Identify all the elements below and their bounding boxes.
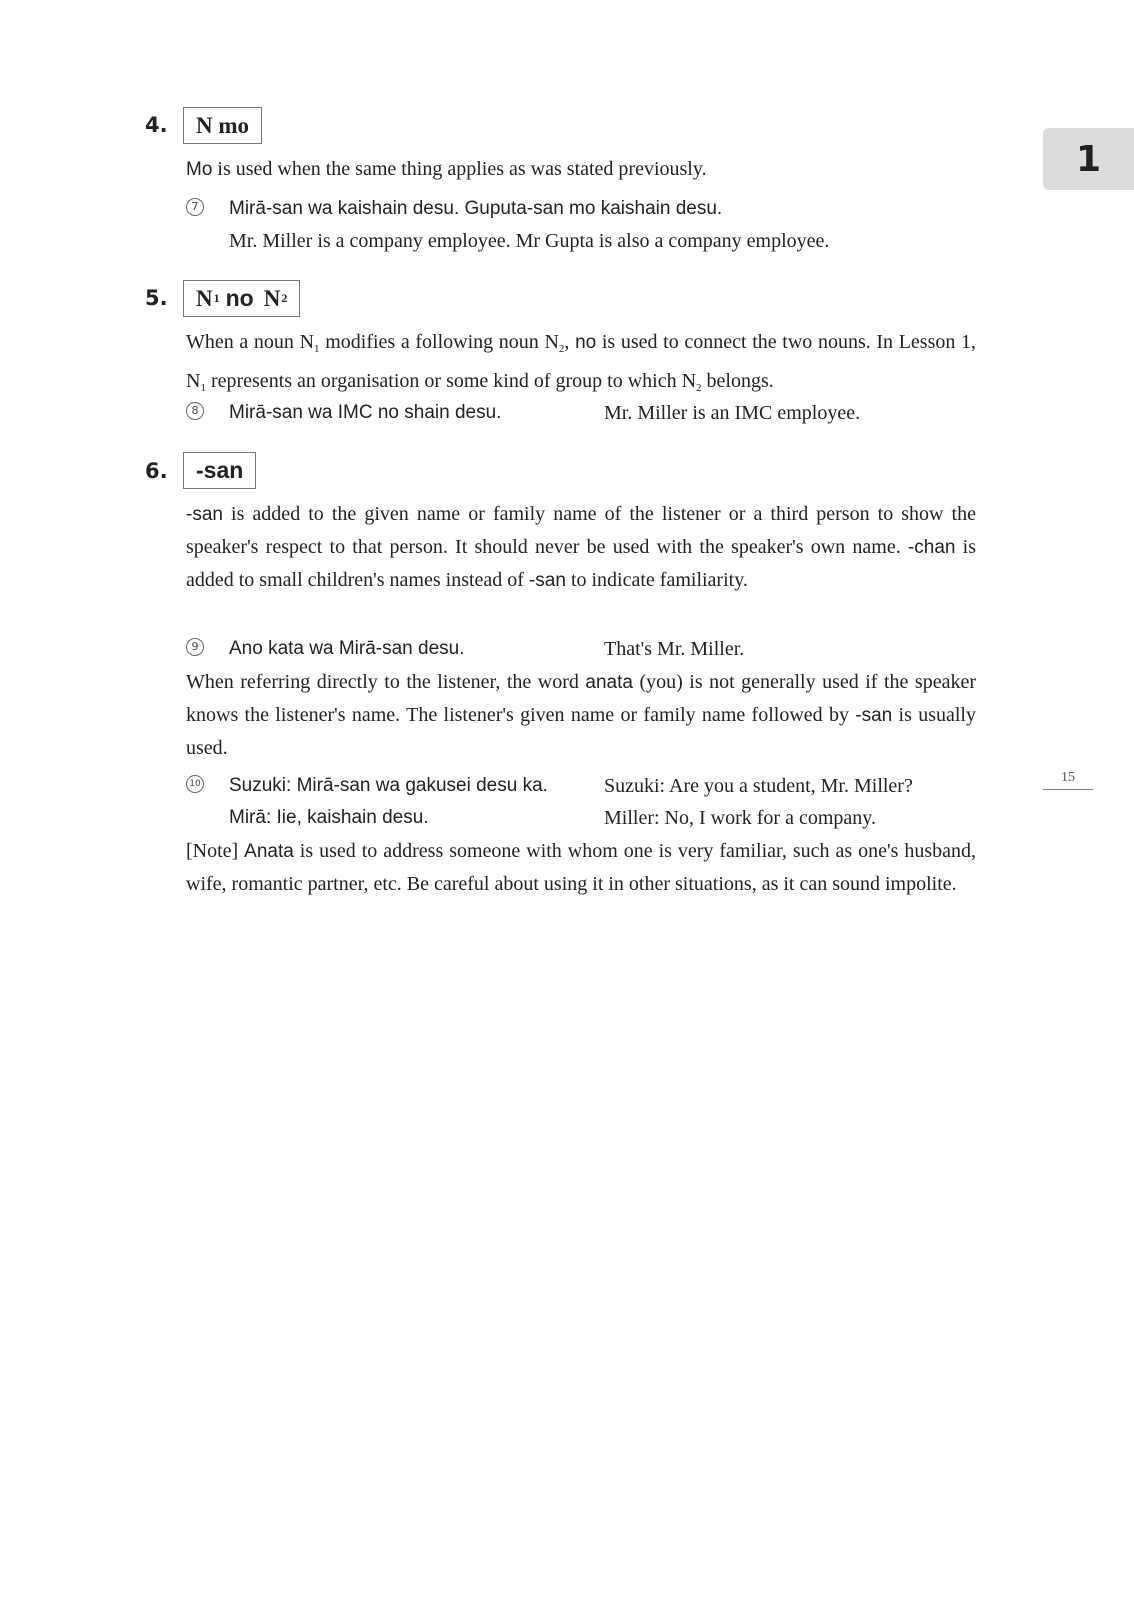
example-english: That's Mr. Miller. xyxy=(604,638,745,660)
example-japanese: Ano kata wa Mirā-san desu. xyxy=(229,638,465,659)
term: -san xyxy=(186,504,223,525)
section-number: 6. xyxy=(145,459,168,483)
text: (you) is not generally used if the speaker knows the listener's name. The listener's given name or family name followed by xyxy=(186,671,976,726)
text: is used when the same thing applies as was stated previously. xyxy=(212,158,707,180)
term: -chan xyxy=(907,537,956,558)
example-translation-row xyxy=(186,225,986,257)
note-paragraph xyxy=(186,835,976,900)
example xyxy=(186,193,986,225)
example xyxy=(186,770,986,802)
term: Mo xyxy=(186,159,213,180)
example-english: Suzuki: Are you a student, Mr. Miller? xyxy=(604,775,913,797)
subscript: 1 xyxy=(213,291,220,305)
text: modifies a following noun N xyxy=(319,331,559,353)
example-english: Mr. Miller is a company employee. Mr Gupta is also a company employee. xyxy=(229,230,830,252)
page-number: 15 xyxy=(1043,770,1093,790)
section-heading xyxy=(183,107,262,144)
text: When a noun N xyxy=(186,331,315,353)
term: -san xyxy=(855,705,893,726)
subscript: 2 xyxy=(696,382,702,394)
text: belongs. xyxy=(701,370,774,392)
paragraph xyxy=(186,498,976,597)
heading-text: N xyxy=(196,285,213,311)
example-english: Miller: No, I work for a company. xyxy=(604,807,876,829)
heading-text: N xyxy=(263,285,281,311)
section-heading xyxy=(183,452,256,489)
subscript: 2 xyxy=(558,343,565,355)
example-japanese: Mirā: Iie, kaishain desu. xyxy=(229,807,429,828)
example-japanese: Mirā-san wa kaishain desu. Guputa-san mo kaishain desu. xyxy=(229,198,723,219)
section-heading xyxy=(183,280,300,317)
heading-text: no xyxy=(225,285,254,311)
example-marker: 7 xyxy=(186,198,204,216)
text: represents an organisation or some kind of group to which N xyxy=(205,370,697,392)
subscript: 1 xyxy=(200,382,206,394)
subscript: 2 xyxy=(281,291,288,305)
term: no xyxy=(575,332,597,353)
section-number: 5. xyxy=(145,286,168,310)
example xyxy=(186,397,986,429)
text: is usually used. xyxy=(186,704,976,759)
chapter-tab: 1 xyxy=(1043,128,1134,190)
text: is used to connect the two nouns. In Lesson 1, N xyxy=(186,331,977,392)
heading-text: N mo xyxy=(196,112,250,138)
heading-text: -san xyxy=(196,457,244,483)
text: is used to address someone with whom one is very familiar, such as one's husband, wife, romantic partner, etc. Be careful about using it in other situations, as it can sound impolite. xyxy=(186,840,977,895)
text: When referring directly to the listener, the word xyxy=(186,671,586,693)
example-marker: 10 xyxy=(186,775,204,793)
section-number: 4. xyxy=(145,113,168,137)
text: to indicate familiarity. xyxy=(565,569,748,591)
term: Anata xyxy=(244,841,294,862)
subscript: 1 xyxy=(314,343,320,355)
text: is added to the given name or family name of the listener or a third person to show the speaker's respect to that person. It should never be used with the speaker's own name. xyxy=(186,503,976,558)
example-japanese: Suzuki: Mirā-san wa gakusei desu ka. xyxy=(229,775,548,796)
paragraph xyxy=(186,326,976,404)
example-continued xyxy=(186,802,986,834)
note-label: [Note] xyxy=(186,840,245,862)
text: is added to small children's names instead of xyxy=(186,536,977,591)
term: anata xyxy=(585,672,633,693)
term: -san xyxy=(528,570,566,591)
paragraph xyxy=(186,153,976,186)
example-marker: 8 xyxy=(186,402,204,420)
example-japanese: Mirā-san wa IMC no shain desu. xyxy=(229,402,502,423)
example-english: Mr. Miller is an IMC employee. xyxy=(604,402,861,424)
example-marker: 9 xyxy=(186,638,204,656)
text: , xyxy=(564,331,576,353)
example xyxy=(186,633,986,665)
paragraph xyxy=(186,666,976,764)
